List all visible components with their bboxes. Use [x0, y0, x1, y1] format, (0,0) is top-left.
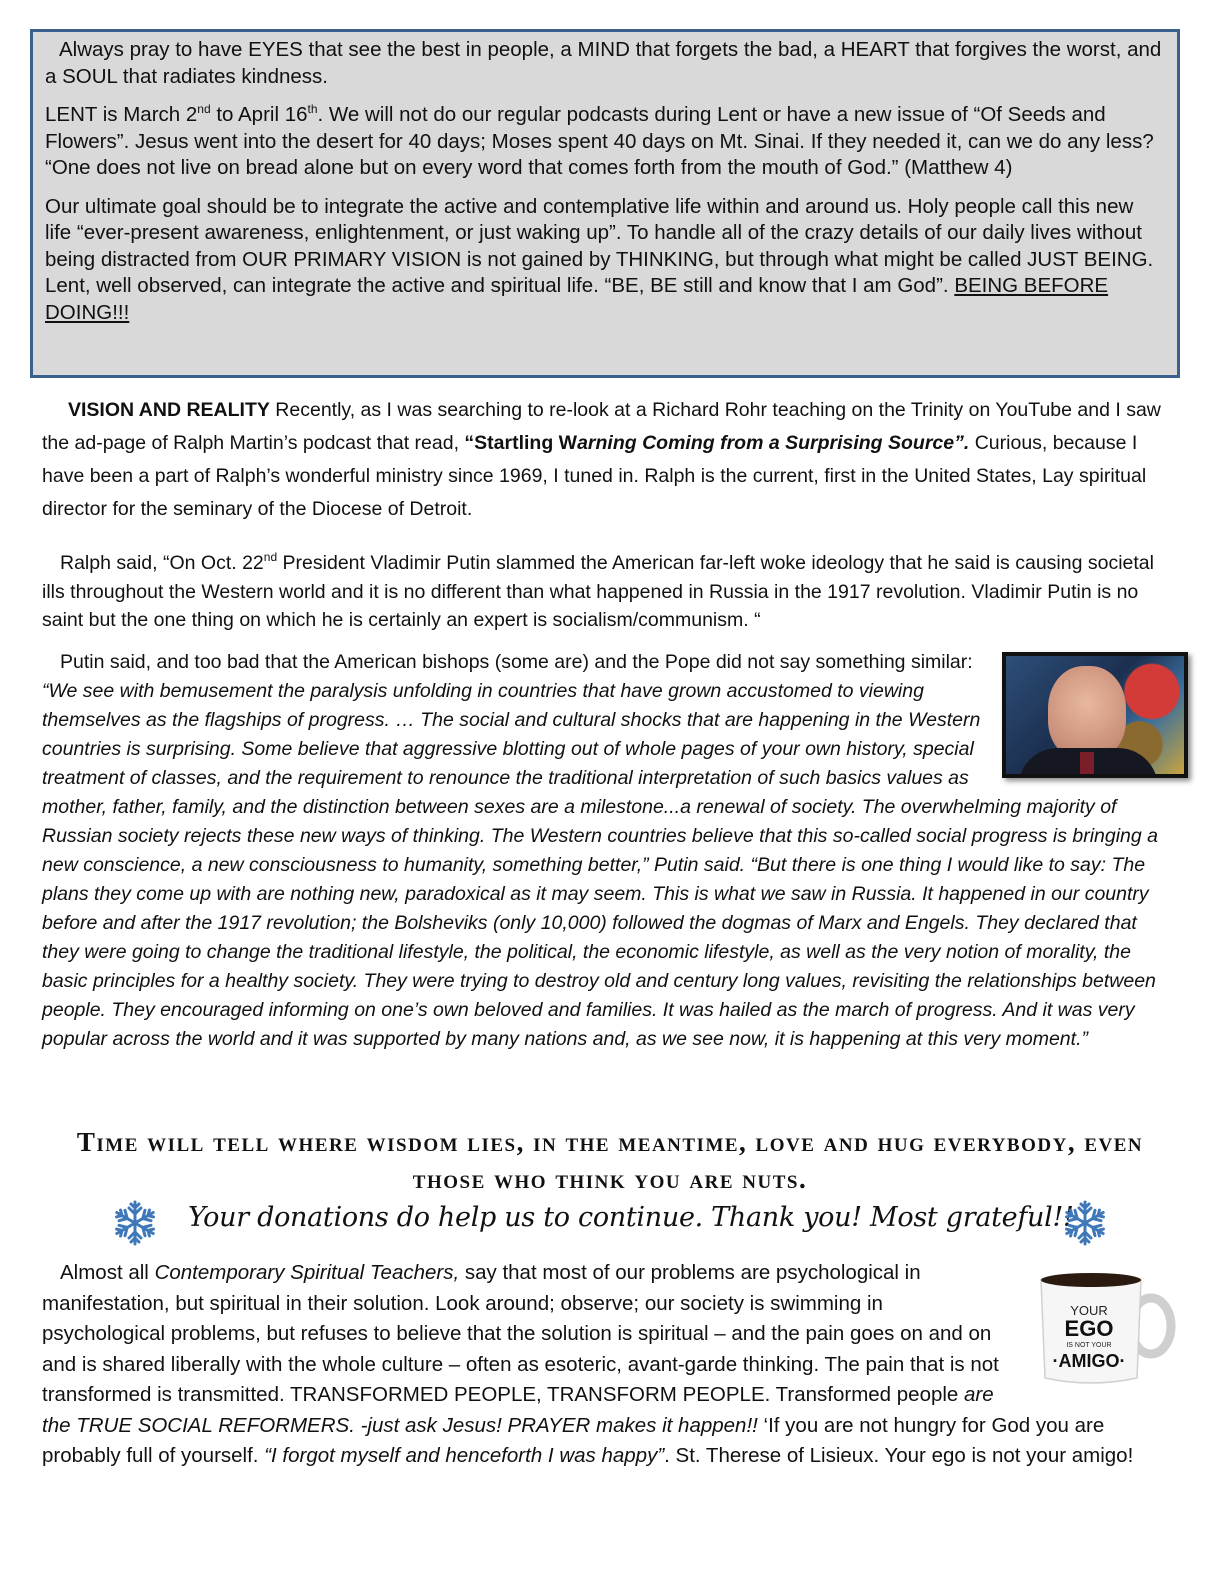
prayer-line: Always pray to have EYES that see the best in people, a MIND that forgets the bad, a HEART that forgives the worst, and a SOUL that radiates kindness. [45, 38, 1162, 88]
being-before-doing: BEING BEFORE DOING!!! [45, 274, 1109, 324]
donation-line [110, 1198, 1110, 1250]
svg-text:YOUR: YOUR [1070, 1303, 1108, 1318]
snowflake-icon [110, 1198, 160, 1248]
coffee-mug-image [1033, 1270, 1178, 1388]
teachers-paragraph: YOUR EGO IS NOT YOUR ·AMIGO· Almost all Contemporary Spiritual Teachers, say that most of our problems are psychological in manifestation, but spiritual in their solution. Look around; observe; our society is swimming in psychological problems, but refuses to believe that the solution is spiritual – and the pain goes on and on and is shared liberally with the whole culture – often as esoteric, avant-garde thinking. The pain that is not transformed is transmitted. TRANSFORMED PEOPLE, TRANSFORM PEOPLE. Transformed people are the TRUE SOCIAL REFORMERS. -just ask Jesus! PRAYER makes it happen!! ‘If you are not hungry for God you are probably full of yourself. “I forgot myself and henceforth I was happy”. St. Therese of Lisieux. Your ego is not your amigo! [42, 1258, 1172, 1472]
putin-quote: “We see with bemusement the paralysis unfolding in countries that have grown accustomed to viewing themselves as the flagships of progress. … The social and cultural shocks that are happening in the Western countries is surprising. Some believe that aggressive blotting out of whole pages of your own history, special treatment of classes, and the requirement to renounce the traditional interpretation of such basics values as mother, father, family, and the distinction between sexes are a milestone...a renewal of society. The overwhelming majority of Russian society rejects these new ways of thinking. The Western countries believe that this so-called social progress is bringing a new conscience, a new consciousness to humanity, something better,” Putin said. “But there is one thing I would like to say: The plans they come up with are nothing new, paradoxical as it may seem. This is what we saw in Russia. It happened in our country before and after the 1917 revolution; the Bolsheviks (only 10,000) followed the dogmas of Marx and Engels. They declared that they were going to change the traditional lifestyle, the political, the economic lifestyle, as well as the very notion of morality, the basic principles for a healthy society. They were trying to destroy old and century long values, revisiting the relationships between people. They encouraged informing on one’s own beloved and families. It was hailed as the march of progress. And it was very popular across the world and it was supported by many nations and, as we see now, it is happening at this very moment.” [42, 680, 1159, 1050]
putin-paragraph: Putin said, and too bad that the American bishops (some are) and the Pope did not say something similar: “We see with bemusement the paralysis unfolding in countries that have grown accustomed to viewing themselves as the flagships of progress. … The social and cultural shocks that are happening in the Western countries is surprising. Some believe that aggressive blotting out of whole pages of your own history, special treatment of classes, and the requirement to renounce the traditional interpretation of such basics values as mother, father, family, and the distinction between sexes are a milestone...a renewal of society. The overwhelming majority of Russian society rejects these new ways of thinking. The Western countries believe that this so-called social progress is bringing a new conscience, a new consciousness to humanity, something better,” Putin said. “But there is one thing I would like to say: The plans they come up with are nothing new, paradoxical as it may seem. This is what we saw in Russia. It happened in our country before and after the 1917 revolution; the Bolsheviks (only 10,000) followed the dogmas of Marx and Engels. They declared that they were going to change the traditional lifestyle, the political, the economic lifestyle, as well as the very notion of morality, the basic principles for a healthy society. They were trying to destroy old and century long values, revisiting the relationships between people. They encouraged informing on one’s own beloved and families. It was hailed as the march of progress. And it was very popular across the world and it was supported by many nations and, as we see now, it is happening at this very moment.” [42, 648, 1172, 1054]
snowflake-icon [1060, 1198, 1110, 1248]
svg-text:IS NOT YOUR: IS NOT YOUR [1066, 1342, 1112, 1349]
goal-paragraph: Our ultimate goal should be to integrate the active and contemplative life within and around us. Holy people call this new life “ever-present awareness, enlightenment, or just waking up”. To handle all of the crazy details of our daily lives without being distracted from OUR PRIMARY VISION is not gained by THINKING, but through what might be called JUST BEING. Lent, well observed, can integrate the active and spiritual life. “BE, BE still and know that I am God”. BEING BEFORE DOING!!! [45, 194, 1154, 324]
lent-notice-box [30, 29, 1180, 378]
svg-text:·AMIGO·: ·AMIGO· [1052, 1351, 1126, 1371]
ralph-paragraph: Ralph said, “On Oct. 22nd President Vladimir Putin slammed the American far-left woke ideology that he said is causing societal ills throughout the Western world and it is no different than what happened in Russia in the 1917 revolution. Vladimir Putin is no saint but the one thing on which he is certainly an expert is socialism/communism. “ [42, 550, 1154, 631]
lent-paragraph: LENT is March 2nd to April 16th. We will not do our regular podcasts during Lent or have a new issue of “Of Seeds and Flowers”. Jesus went into the desert for 40 days; Moses spent 40 days on Mt. Sinai. If they needed it, can we do any less? “One does not live on bread alone but on every word that comes forth from the mouth of God.” (Matthew 4) [45, 102, 1154, 179]
motto-heading: Time will tell where wisdom lies, in the meantime, love and hug everybody, even those who think you are nuts. [76, 1127, 1144, 1194]
vision-paragraph: VISION AND REALITY Recently, as I was searching to re-look at a Richard Rohr teaching on the Trinity on YouTube and I saw the ad-page of Ralph Martin’s podcast that read, “Startling Warning Coming from a Surprising Source”. Curious, because I have been a part of Ralph’s wonderful ministry since 1969, I tuned in. Ralph is the current, first in the United States, Lay spiritual director for the seminary of the Diocese of Detroit. [42, 399, 1161, 520]
svg-text:EGO: EGO [1064, 1316, 1114, 1341]
donation-text: Your donations do help us to continue. Thank you! Most grateful!! [188, 1202, 1074, 1233]
putin-portrait [1002, 652, 1188, 778]
vision-heading: VISION AND REALITY [68, 399, 270, 421]
